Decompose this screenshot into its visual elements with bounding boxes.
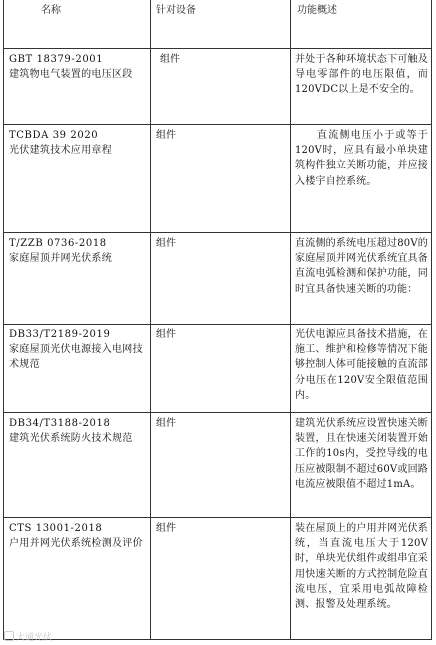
- function-description: 并处于各种环境状态下可触及导电零部件的电压限值，而120VDC以上是不安全的。: [295, 54, 428, 96]
- table-row: [9, 416, 147, 446]
- standard-title: 家庭屋顶光伏电源接入电网技术规范: [9, 344, 143, 371]
- function-description: 装在屋顶上的户用并网光伏系统，当直流电压大于120V时，单块光伏组件或组串宜采用快速关断的方式控制危险直流电压，宜采用电弧故障检测、报警及处理系统。: [295, 523, 428, 611]
- standard-code: CTS 13001-2018: [9, 523, 103, 534]
- standard-title: 光伏建筑技术应用章程: [9, 145, 112, 157]
- standard-title: 家庭屋顶并网光伏系统: [9, 253, 112, 265]
- standard-title: 建筑光伏系统防火技术规范: [9, 433, 133, 445]
- device-cell: 组件: [156, 523, 176, 534]
- table-row: [9, 128, 147, 158]
- function-description: 直流侧电压小于或等于120V时，应具有最小单块建筑构件独立关断功能，并应接入楼宇自控系统。: [295, 130, 428, 187]
- device-cell: 组件: [156, 238, 176, 249]
- function-description: 建筑光伏系统应设置快速关断装置，且在快速关闭装置开始工作的10s内，受控导线的电压应被限制不超过60V或回路电流应被限值不超过1mA。: [295, 418, 428, 490]
- table-row: [9, 521, 147, 551]
- standard-code: TCBDA 39 2020: [9, 130, 99, 141]
- header-device: 针对设备: [156, 5, 196, 16]
- table-row: [9, 52, 147, 82]
- watermark-logo-icon: [4, 631, 14, 641]
- device-cell: 组件: [156, 130, 176, 141]
- device-cell: 组件: [156, 418, 176, 429]
- function-description: 光伏电源应具备技术措施，在施工、维护和检修等情况下能够控制人体可能接触的直流部分电压在120V安全限值范围内。: [295, 329, 428, 401]
- standard-title: 建筑物电气装置的电压区段: [9, 69, 133, 81]
- device-cell: 组件: [160, 54, 180, 65]
- table-row: [9, 236, 147, 266]
- watermark: [4, 630, 52, 643]
- watermark-text: 大通光伏: [16, 633, 53, 643]
- header-function: 功能概述: [297, 5, 337, 16]
- function-description: 直流侧的系统电压超过80V的家庭屋顶并网光伏系统宜具备直流电弧检测和保护功能，同时宜具备快速关断的功能：: [295, 238, 428, 295]
- header-name: 名称: [41, 5, 61, 16]
- standard-code: DB34/T3188-2018: [9, 418, 111, 429]
- standards-table: [3, 0, 432, 640]
- standard-code: DB33/T2189-2019: [9, 329, 111, 340]
- standard-code: GBT 18379-2001: [9, 54, 104, 65]
- standard-title: 户用并网光伏系统检测及评价: [9, 538, 143, 550]
- device-cell: 组件: [156, 329, 176, 340]
- table-row: [9, 327, 147, 373]
- standard-code: T/ZZB 0736-2018: [9, 238, 107, 249]
